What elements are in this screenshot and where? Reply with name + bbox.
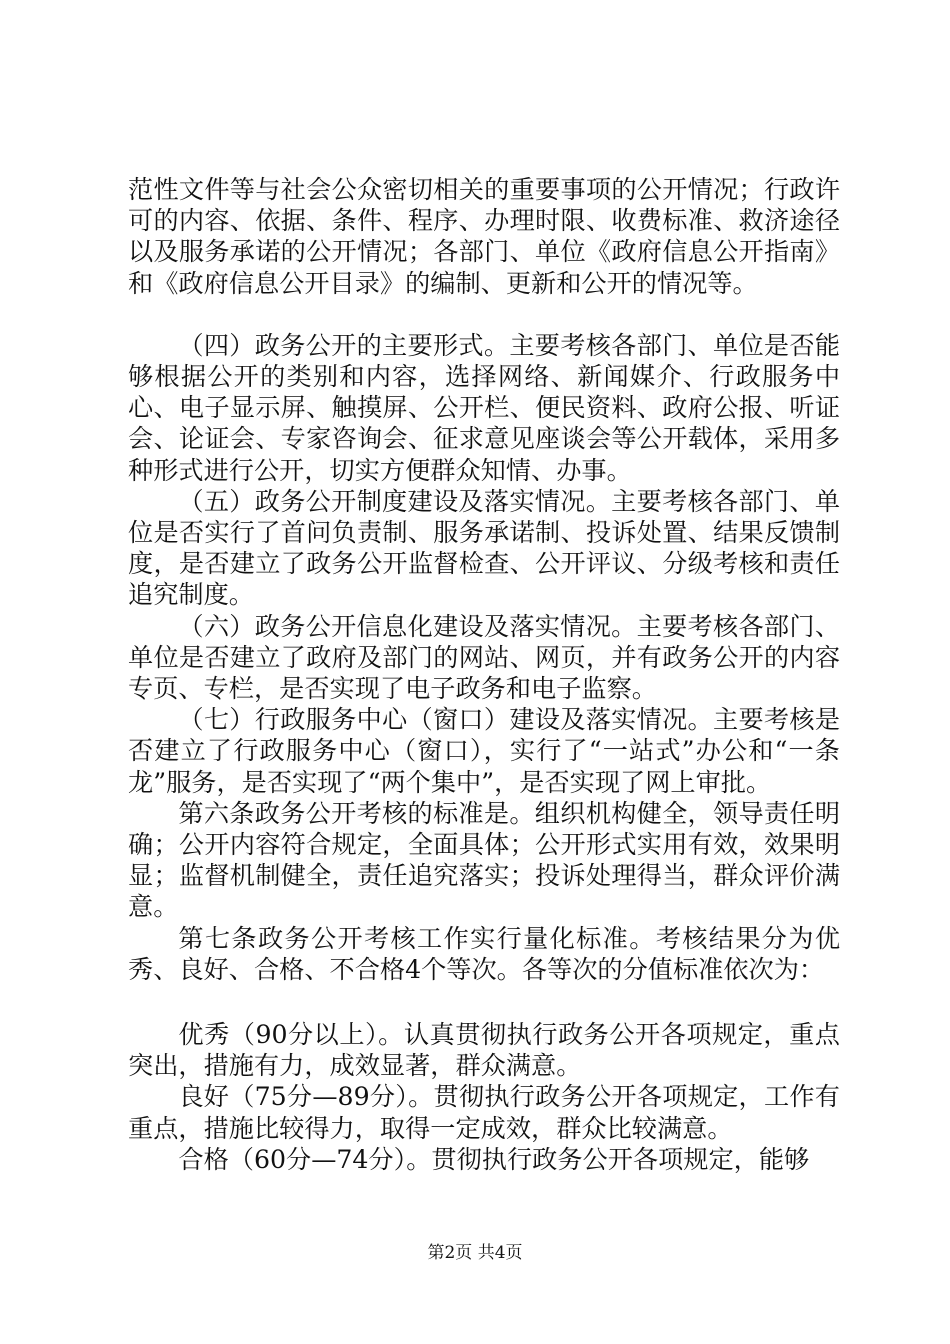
paragraph-section-7: （七）行政服务中心（窗口）建设及落实情况。主要考核是否建立了行政服务中心（窗口），实行了“一站式”办公和“一条龙”服务，是否实现了“两个集中”，是否实现了网上审批。 — [128, 705, 840, 797]
paragraph-article-7: 第七条政务公开考核工作实行量化标准。考核结果分为优秀、良好、合格、不合格4个等次。各等次的分值标准依次为： — [128, 923, 840, 984]
paragraph-grade-excellent: 优秀（90分以上）。认真贯彻执行政务公开各项规定，重点突出，措施有力，成效显著，群众满意。 — [128, 1020, 840, 1081]
paragraph-section-4: （四）政务公开的主要形式。主要考核各部门、单位是否能够根据公开的类别和内容，选择网络、新闻媒介、行政服务中心、电子显示屏、触摸屏、公开栏、便民资料、政府公报、听证会、论证会、专家咨询会、征求意见座谈会等公开载体，采用多种形式进行公开，切实方便群众知情、办事。 — [128, 330, 840, 485]
document-body — [128, 174, 840, 1175]
paragraph-section-5: （五）政务公开制度建设及落实情况。主要考核各部门、单位是否实行了首问负责制、服务承诺制、投诉处置、结果反馈制度，是否建立了政务公开监督检查、公开评议、分级考核和责任追究制度。 — [128, 486, 840, 610]
paragraph-continued: 范性文件等与社会公众密切相关的重要事项的公开情况；行政许可的内容、依据、条件、程序、办理时限、收费标准、救济途径以及服务承诺的公开情况；各部门、单位《政府信息公开指南》和《政府信息公开目录》的编制、更新和公开的情况等。 — [128, 175, 840, 298]
paragraph-grade-good: 良好（75分—89分）。贯彻执行政务公开各项规定，工作有重点，措施比较得力，取得一定成效，群众比较满意。 — [128, 1082, 840, 1143]
page-number-footer: 第2页 共4页 — [427, 1243, 523, 1263]
paragraph-grade-pass: 合格（60分—74分）。贯彻执行政务公开各项规定，能够 — [178, 1144, 810, 1174]
paragraph-section-6: （六）政务公开信息化建设及落实情况。主要考核各部门、单位是否建立了政府及部门的网站、网页，并有政务公开的内容专页、专栏，是否实现了电子政务和电子监察。 — [128, 611, 840, 704]
paragraph-article-6: 第六条政务公开考核的标准是。组织机构健全，领导责任明确；公开内容符合规定，全面具体；公开形式实用有效，效果明显；监督机制健全，责任追究落实；投诉处理得当，群众评价满意。 — [128, 798, 840, 922]
